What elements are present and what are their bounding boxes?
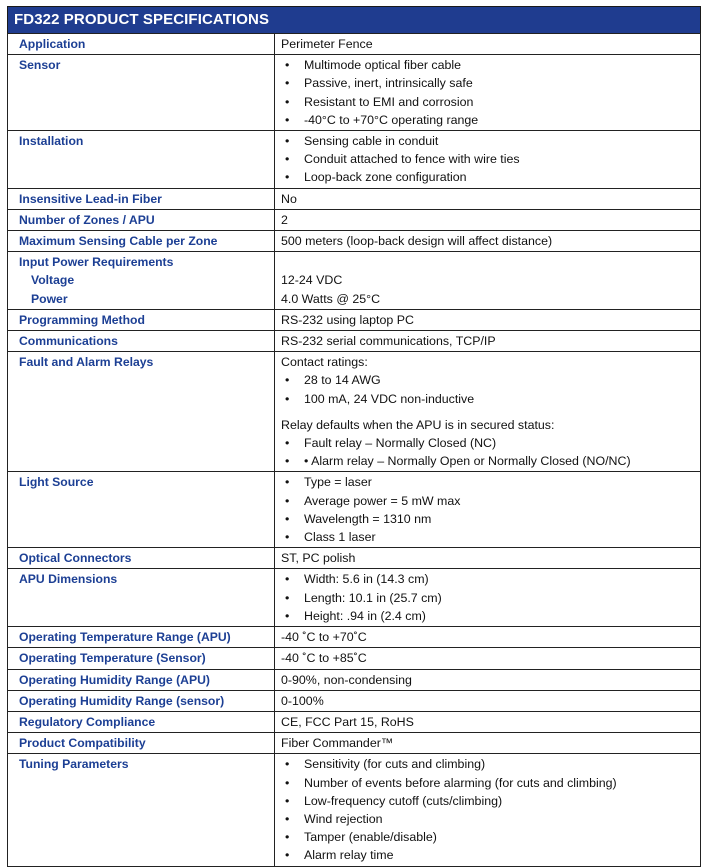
spec-value bbox=[275, 252, 701, 310]
bullet-item: • Wind rejection bbox=[281, 810, 694, 828]
spec-label: Product Compatibility bbox=[8, 733, 275, 754]
spacer bbox=[281, 408, 694, 416]
spec-row-installation bbox=[8, 131, 701, 189]
spec-label: Operating Humidity Range (APU) bbox=[8, 669, 275, 690]
bullet-list bbox=[281, 434, 694, 470]
spec-row-relays bbox=[8, 352, 701, 472]
spec-row-lead-in-fiber bbox=[8, 188, 701, 209]
spec-label: Programming Method bbox=[8, 309, 275, 330]
spec-value: RS-232 serial communications, TCP/IP bbox=[275, 331, 701, 352]
spec-row-programming bbox=[8, 309, 701, 330]
spec-value: ST, PC polish bbox=[275, 548, 701, 569]
spec-sublabel-voltage: Voltage bbox=[31, 273, 75, 288]
bullet-item: • Number of events before alarming (for cuts and climbing) bbox=[281, 774, 694, 792]
spec-label: Operating Temperature Range (APU) bbox=[8, 627, 275, 648]
spec-row-max-cable bbox=[8, 231, 701, 252]
spec-row-apu-dimensions bbox=[8, 569, 701, 627]
spec-row-humidity-apu bbox=[8, 669, 701, 690]
spec-value: 0-100% bbox=[275, 690, 701, 711]
spec-title: FD322 PRODUCT SPECIFICATIONS bbox=[7, 6, 701, 33]
spec-sublabel-power: Power bbox=[31, 291, 68, 306]
spec-row-compatibility bbox=[8, 733, 701, 754]
relay-intro-defaults: Relay defaults when the APU is in secured status: bbox=[281, 417, 555, 432]
bullet-item: • Sensing cable in conduit bbox=[281, 132, 694, 150]
voltage-value: 12-24 VDC bbox=[281, 273, 343, 288]
spec-value: CE, FCC Part 15, RoHS bbox=[275, 711, 701, 732]
bullet-list bbox=[281, 371, 694, 407]
spec-label: Light Source bbox=[8, 472, 275, 548]
bullet-item: • 100 mA, 24 VDC non-inductive bbox=[281, 390, 694, 408]
bullet-item: • Low-frequency cutoff (cuts/climbing) bbox=[281, 792, 694, 810]
spec-sheet bbox=[7, 6, 701, 867]
bullet-item: • Average power = 5 mW max bbox=[281, 492, 694, 510]
spec-label: Sensor bbox=[8, 55, 275, 131]
spec-value: 0-90%, non-condensing bbox=[275, 669, 701, 690]
spec-row-tuning bbox=[8, 754, 701, 866]
bullet-item: • Width: 5.6 in (14.3 cm) bbox=[281, 570, 694, 588]
spec-row-light-source bbox=[8, 472, 701, 548]
bullet-list bbox=[281, 570, 694, 625]
spec-value bbox=[275, 569, 701, 627]
spec-row-sensor bbox=[8, 55, 701, 131]
relay-intro-contact: Contact ratings: bbox=[281, 355, 368, 370]
spec-label: Tuning Parameters bbox=[8, 754, 275, 866]
spec-label: Maximum Sensing Cable per Zone bbox=[8, 231, 275, 252]
spec-row-regulatory bbox=[8, 711, 701, 732]
spec-table bbox=[7, 33, 701, 867]
bullet-item: • 28 to 14 AWG bbox=[281, 371, 694, 389]
bullet-item: • Conduit attached to fence with wire ties bbox=[281, 150, 694, 168]
spec-label: Optical Connectors bbox=[8, 548, 275, 569]
bullet-item: • Sensitivity (for cuts and climbing) bbox=[281, 755, 694, 773]
spec-label: Insensitive Lead-in Fiber bbox=[8, 188, 275, 209]
spec-row-input-power bbox=[8, 252, 701, 310]
spec-label: Number of Zones / APU bbox=[8, 209, 275, 230]
bullet-item: • Loop-back zone configuration bbox=[281, 168, 694, 186]
spec-label: APU Dimensions bbox=[8, 569, 275, 627]
bullet-item: • Alarm relay time bbox=[281, 846, 694, 864]
spec-label: Installation bbox=[8, 131, 275, 189]
spec-row-application bbox=[8, 34, 701, 55]
bullet-list bbox=[281, 473, 694, 546]
spec-row-humidity-sensor bbox=[8, 690, 701, 711]
bullet-item: • Class 1 laser bbox=[281, 528, 694, 546]
bullet-list bbox=[281, 132, 694, 187]
spec-label: Operating Temperature (Sensor) bbox=[8, 648, 275, 669]
bullet-item: • Height: .94 in (2.4 cm) bbox=[281, 607, 694, 625]
spec-label: Regulatory Compliance bbox=[8, 711, 275, 732]
spec-row-optical-connectors bbox=[8, 548, 701, 569]
spec-value bbox=[275, 754, 701, 866]
spec-row-communications bbox=[8, 331, 701, 352]
bullet-item: • Resistant to EMI and corrosion bbox=[281, 93, 694, 111]
bullet-item: • -40°C to +70°C operating range bbox=[281, 111, 694, 129]
spec-label: Communications bbox=[8, 331, 275, 352]
spec-label-main: Input Power Requirements bbox=[19, 255, 174, 270]
spec-value bbox=[275, 131, 701, 189]
spec-label: Operating Humidity Range (sensor) bbox=[8, 690, 275, 711]
spec-row-temp-sensor bbox=[8, 648, 701, 669]
spec-row-zones bbox=[8, 209, 701, 230]
spec-value bbox=[275, 472, 701, 548]
spec-value: 500 meters (loop-back design will affect distance) bbox=[275, 231, 701, 252]
bullet-item: • Multimode optical fiber cable bbox=[281, 56, 694, 74]
spec-value: -40 ˚C to +85˚C bbox=[275, 648, 701, 669]
spec-value: Fiber Commander™ bbox=[275, 733, 701, 754]
bullet-list bbox=[281, 755, 694, 864]
power-value: 4.0 Watts @ 25°C bbox=[281, 291, 381, 306]
spec-value: No bbox=[275, 188, 701, 209]
spec-value: Perimeter Fence bbox=[275, 34, 701, 55]
spec-value bbox=[275, 352, 701, 472]
spec-label: Application bbox=[8, 34, 275, 55]
bullet-item: • Fault relay – Normally Closed (NC) bbox=[281, 434, 694, 452]
bullet-list bbox=[281, 56, 694, 129]
spacer-line bbox=[281, 253, 694, 271]
bullet-item: • Passive, inert, intrinsically safe bbox=[281, 74, 694, 92]
bullet-item: • Type = laser bbox=[281, 473, 694, 491]
bullet-item: • Wavelength = 1310 nm bbox=[281, 510, 694, 528]
spec-label bbox=[8, 252, 275, 310]
spec-value: RS-232 using laptop PC bbox=[275, 309, 701, 330]
spec-value bbox=[275, 55, 701, 131]
spec-value: -40 ˚C to +70˚C bbox=[275, 627, 701, 648]
spec-value: 2 bbox=[275, 209, 701, 230]
bullet-item: • • Alarm relay – Normally Open or Normally Closed (NO/NC) bbox=[281, 452, 694, 470]
spec-row-temp-apu bbox=[8, 627, 701, 648]
bullet-item: • Length: 10.1 in (25.7 cm) bbox=[281, 589, 694, 607]
bullet-item: • Tamper (enable/disable) bbox=[281, 828, 694, 846]
spec-label: Fault and Alarm Relays bbox=[8, 352, 275, 472]
